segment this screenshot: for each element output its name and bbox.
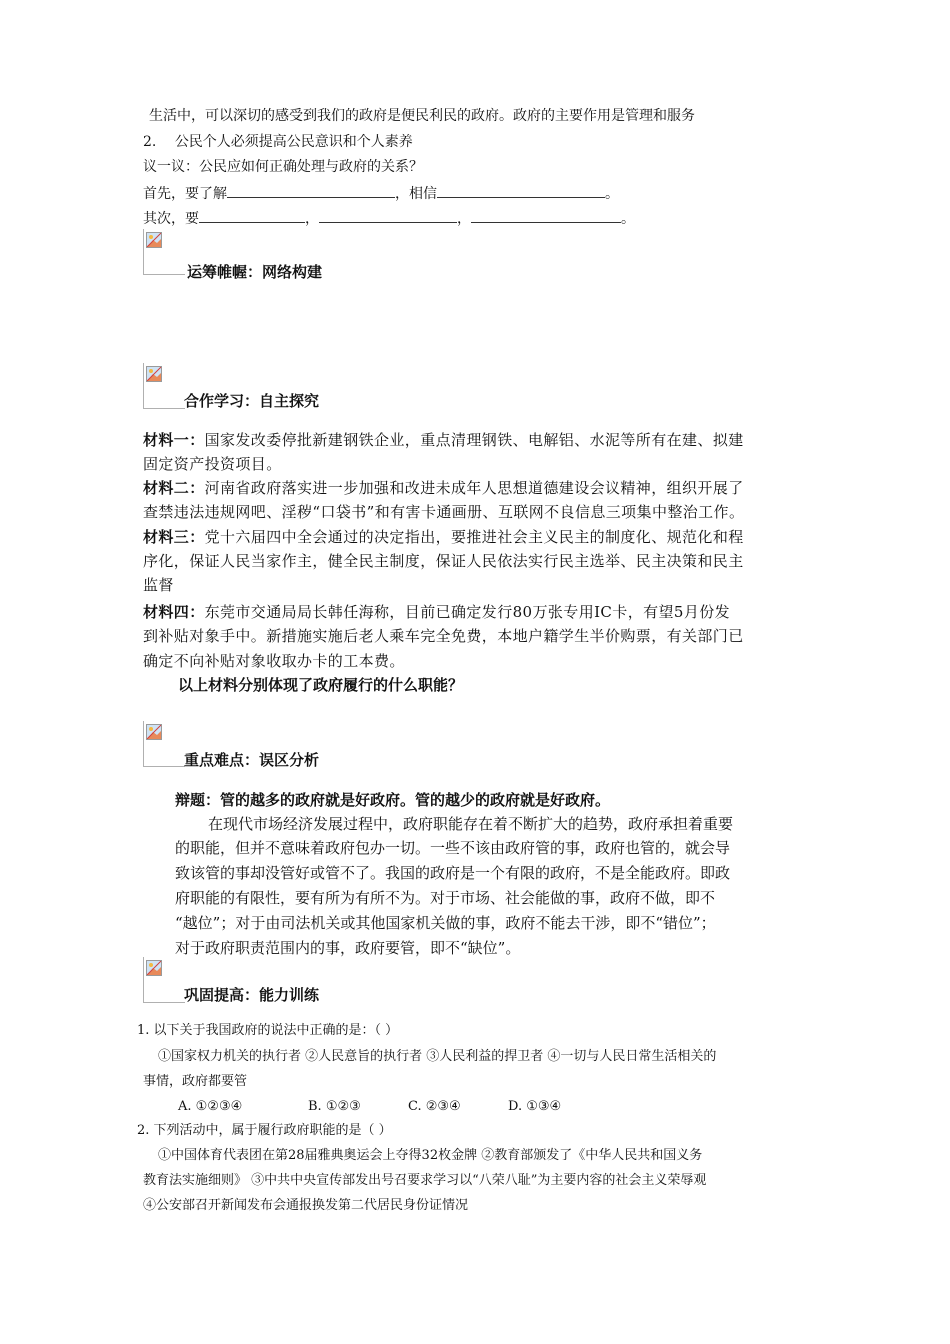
material-label: 材料三：: [143, 528, 205, 546]
material-text: 国家发改委停批新建钢铁企业，重点清理钢铁、电解铝、水泥等所有在建、拟建: [204, 431, 744, 449]
material-text: 党十六届四中全会通过的决定指出，要推进社会主义民主的制度化、规范化和程: [204, 528, 744, 546]
text: 首先，要了解: [143, 186, 227, 202]
section-heading: 合作学习：自主探究: [184, 392, 320, 410]
text: 其次，要: [143, 211, 199, 227]
question-2-options: ①中国体育代表团在第28届雅典奥运会上夺得32枚金牌 ②教育部颁发了《中华人民共和国义务: [158, 1148, 703, 1163]
choice-a: A. ①②③④: [178, 1099, 243, 1114]
fill-in-line: [143, 183, 619, 204]
text: 。: [621, 211, 635, 227]
material-3-cont: 监督: [143, 576, 174, 594]
paragraph-line: 的职能，但并不意味着政府包办一切。一些不该由政府管的事，政府也管的，就会导: [175, 839, 731, 857]
image-placeholder-icon: [143, 363, 185, 409]
question-2-options: 教育法实施细则》 ③中共中央宣传部发出号召要求学习以“八荣八耻”为主要内容的社会主义荣辱观: [143, 1173, 707, 1188]
choice-c: C. ②③④: [408, 1099, 461, 1114]
paragraph-line: “越位”；对于由司法机关或其他国家机关做的事，政府不能去干涉，即不“错位”；: [175, 914, 716, 932]
question-1-options: ①国家权力机关的执行者 ②人民意旨的执行者 ③人民利益的捍卫者 ④一切与人民日常生活相关的: [158, 1049, 717, 1064]
question-1: 1. 以下关于我国政府的说法中正确的是：（ ）: [137, 1023, 399, 1038]
image-placeholder-icon: [143, 229, 185, 275]
question-2-options: ④公安部召开新闻发布会通报换发第二代居民身份证情况: [143, 1198, 469, 1213]
blank: [319, 208, 457, 223]
choice-d: D. ①③④: [508, 1099, 562, 1114]
blank: [471, 208, 621, 223]
blank: [227, 183, 395, 198]
section-heading: 运筹帷幄：网络构建: [187, 263, 323, 281]
text-line: 生活中，可以深切的感受到我们的政府是便民利民的政府。政府的主要作用是管理和服务: [149, 108, 695, 124]
paragraph-line: 府职能的有限性，要有所为有所不为。对于市场、社会能做的事，政府不做，即不: [175, 889, 716, 907]
materials-question: 以上材料分别体现了政府履行的什么职能？: [178, 676, 464, 694]
text: ，: [457, 211, 471, 227]
text-line: 议一议：公民应如何正确处理与政府的关系？: [143, 159, 423, 175]
material-2-cont: 查禁违法违规网吧、淫秽“口袋书”和有害卡通画册、互联网不良信息三项集中整治工作。: [143, 503, 745, 521]
material-2: [143, 476, 813, 500]
paragraph-line: 在现代市场经济发展过程中，政府职能存在着不断扩大的趋势，政府承担着重要: [208, 815, 734, 833]
material-3-cont: 序化，保证人民当家作主，健全民主制度，保证人民依法实行民主选举、民主决策和民主: [143, 552, 744, 570]
blank: [199, 208, 305, 223]
image-placeholder-icon: [143, 721, 185, 767]
choice-b: B. ①②③: [308, 1099, 361, 1114]
material-label: 材料四：: [143, 603, 205, 621]
list-text: 公民个人必须提高公民意识和个人素养: [174, 134, 413, 150]
debate-title: 辩题：管的越多的政府就是好政府。管的越少的政府就是好政府。: [175, 791, 611, 809]
blank: [437, 183, 605, 198]
text-line: [143, 132, 413, 152]
material-4: [143, 600, 813, 624]
material-4-cont: 到补贴对象手中。新措施实施后老人乘车完全免费，本地户籍学生半价购票，有关部门已: [143, 627, 744, 645]
paragraph-line: 对于政府职责范围内的事，政府要管，即不“缺位”。: [175, 939, 521, 957]
question-2: 2. 下列活动中，属于履行政府职能的是（ ）: [137, 1123, 392, 1138]
section-heading: 巩固提高：能力训练: [184, 986, 320, 1004]
question-1-options: 事情，政府都要管: [143, 1074, 248, 1089]
material-label: 材料二：: [143, 479, 205, 497]
material-4-cont: 确定不向补贴对象收取办卡的工本费。: [143, 652, 405, 670]
fill-in-line: [143, 208, 635, 229]
text: 。: [605, 186, 619, 202]
material-text: 东莞市交通局局长韩任海称，目前已确定发行80万张专用IC卡，有望5月份发: [204, 603, 731, 621]
material-3: [143, 525, 813, 549]
section-heading: 重点难点：误区分析: [184, 751, 320, 769]
material-text: 河南省政府落实进一步加强和改进未成年人思想道德建设会议精神，组织开展了: [204, 479, 744, 497]
paragraph-line: 致该管的事却没管好或管不了。我国的政府是一个有限的政府，不是全能政府。即政: [175, 864, 731, 882]
material-label: 材料一：: [143, 431, 205, 449]
text: ，: [305, 211, 319, 227]
text: ，相信: [395, 186, 437, 202]
list-number: 2.: [143, 134, 157, 150]
image-placeholder-icon: [143, 957, 185, 1003]
material-1: [143, 428, 813, 452]
material-1-cont: 固定资产投资项目。: [143, 455, 282, 473]
